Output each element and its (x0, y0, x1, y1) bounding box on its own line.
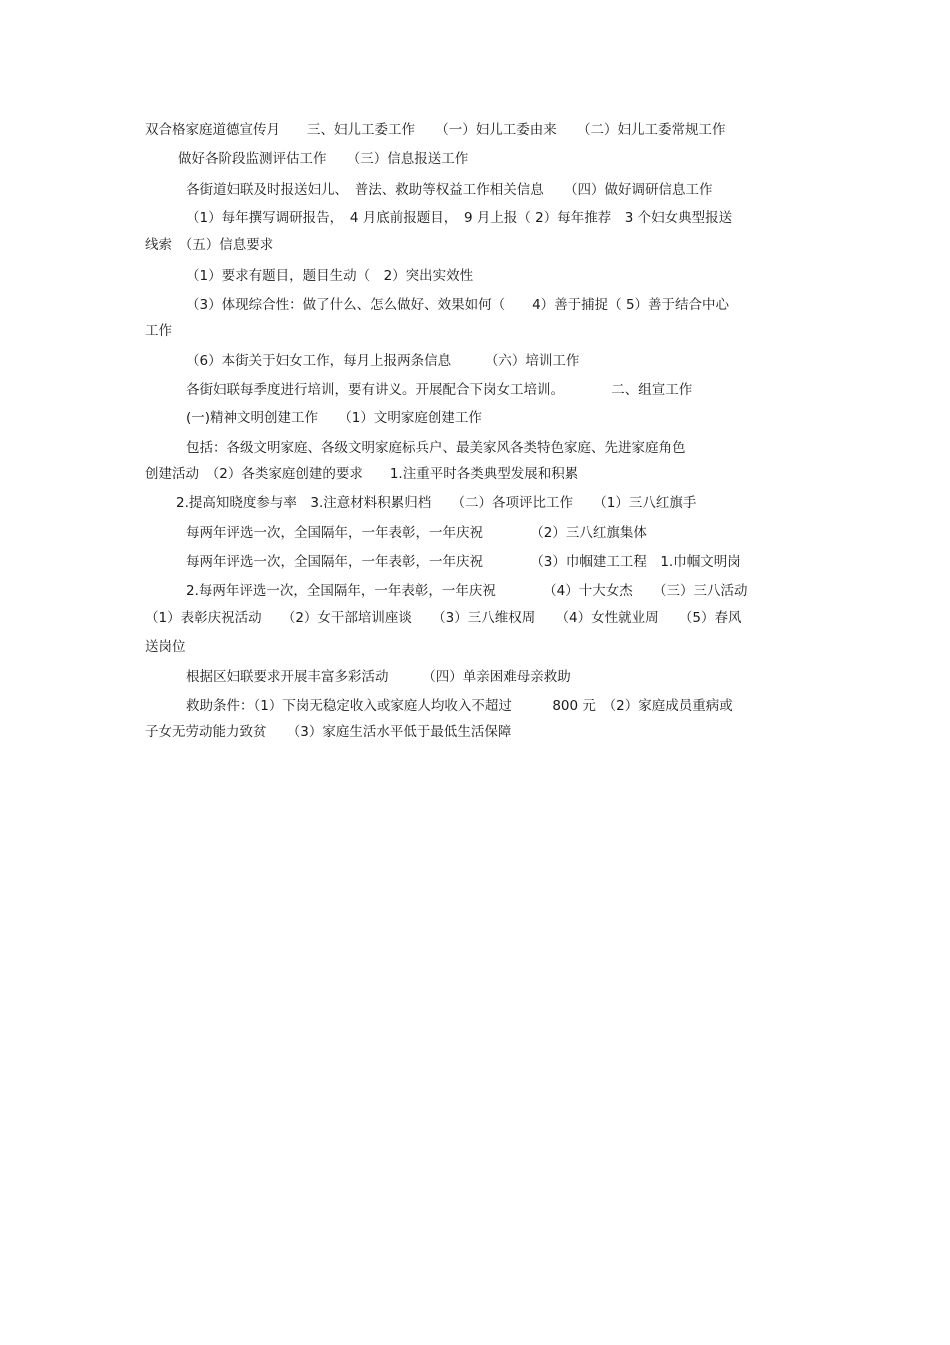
text-line-11: (一)精神文明创建工作 （1）文明家庭创建工作 (186, 410, 482, 426)
text-line-5: 线索 （五）信息要求 (145, 237, 274, 253)
text-line-16: 每两年评选一次，全国隔年，一年表彰，一年庆祝 （3）巾帼建工工程 1.巾帼文明岗 (186, 554, 741, 570)
text-line-1: 双合格家庭道德宣传月 三、妇儿工委工作 （一）妇儿工委由来 （二）妇儿工委常规工作 (145, 122, 726, 138)
text-line-22: 子女无劳动能力致贫 （3）家庭生活水平低于最低生活保障 (145, 724, 512, 740)
text-line-12: 包括：各级文明家庭、各级文明家庭标兵户、最美家风各类特色家庭、先进家庭角色 (186, 440, 686, 456)
text-line-10: 各街妇联每季度进行培训，要有讲义。开展配合下岗女工培训。 二、组宣工作 (186, 382, 693, 398)
text-line-7: （3）体现综合性：做了什么、怎么做好、效果如何（ 4）善于捕捉（ 5）善于结合中心 (186, 297, 730, 313)
text-line-4: （1）每年撰写调研报告， 4 月底前报题目， 9 月上报（ 2）每年推荐 3 个妇女典型报送 (186, 210, 733, 226)
text-line-19: 送岗位 (145, 639, 186, 655)
text-line-17: 2.每两年评选一次，全国隔年，一年表彰，一年庆祝 （4）十大女杰 （三）三八活动 (186, 583, 748, 599)
text-line-9: （6）本街关于妇女工作，每月上报两条信息 （六）培训工作 (186, 353, 580, 369)
text-line-6: （1）要求有题目，题目生动（ 2）突出实效性 (186, 268, 474, 284)
text-line-8: 工作 (145, 323, 172, 339)
text-line-13: 创建活动 （2）各类家庭创建的要求 1.注重平时各类典型发展和积累 (145, 466, 579, 482)
text-line-3: 各街道妇联及时报送妇儿、 普法、救助等权益工作相关信息 （四）做好调研信息工作 (186, 182, 713, 198)
text-line-18: （1）表彰庆祝活动 （2）女干部培训座谈 （3）三八维权周 （4）女性就业周 （5）春风 (145, 610, 742, 626)
text-line-15: 每两年评选一次，全国隔年，一年表彰，一年庆祝 （2）三八红旗集体 (186, 525, 647, 541)
text-line-2: 做好各阶段监测评估工作 （三）信息报送工作 (178, 151, 469, 167)
text-line-20: 根据区妇联要求开展丰富多彩活动 （四）单亲困难母亲救助 (186, 669, 571, 685)
text-line-14: 2.提高知晓度参与率 3.注意材料积累归档 （二）各项评比工作 （1）三八红旗手 (176, 495, 697, 511)
text-line-21: 救助条件：（1）下岗无稳定收入或家庭人均收入不超过 800 元 （2）家庭成员重病或 (186, 698, 733, 714)
